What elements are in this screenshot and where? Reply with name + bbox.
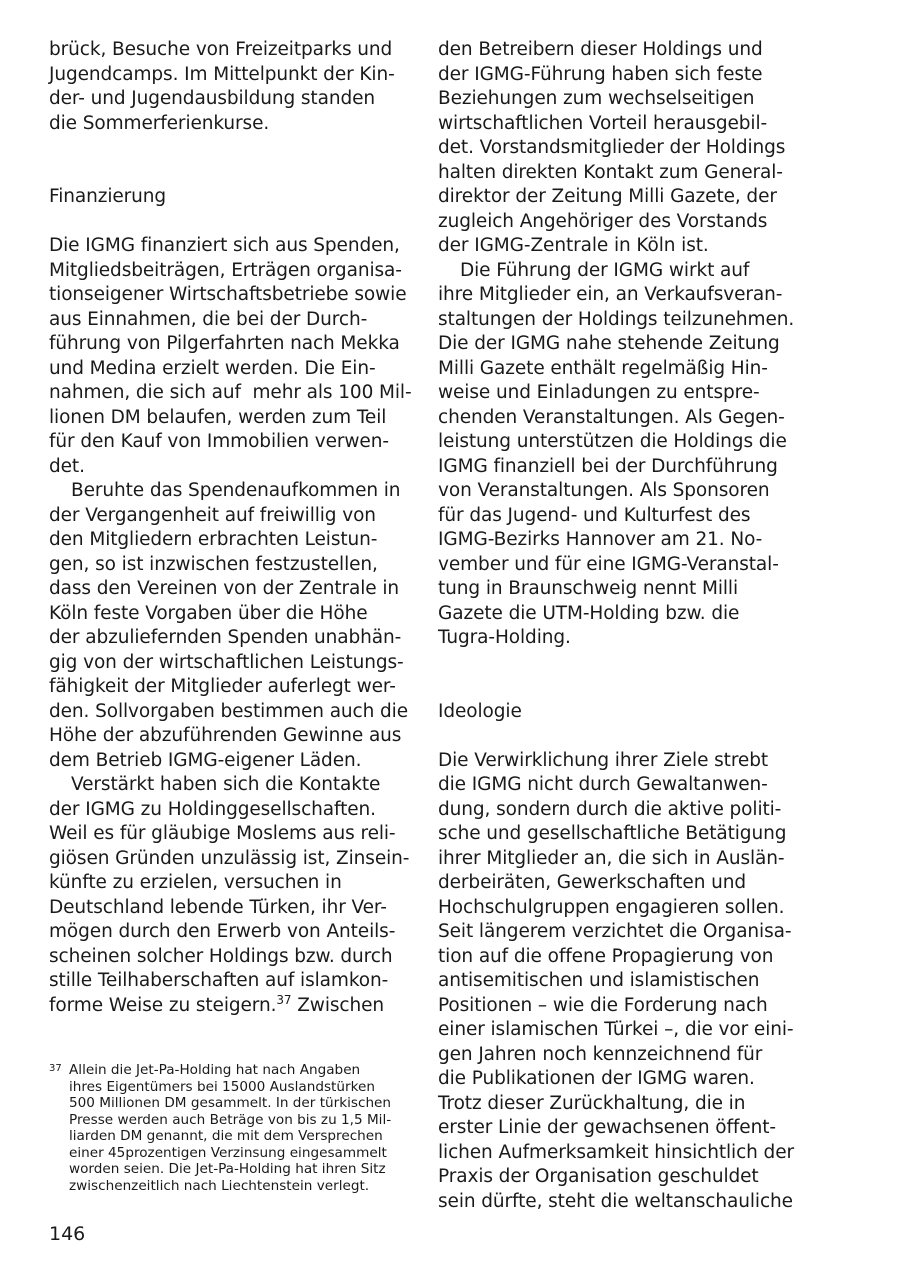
- text-line: dung, sondern durch die aktive politi-: [438, 798, 782, 820]
- spacer: [49, 161, 407, 186]
- spacer: [438, 651, 796, 676]
- paragraph: [438, 259, 796, 651]
- text-line: Die Führung der IGMG wirkt auf: [460, 259, 750, 281]
- footnote-line: zwischenzeitlich nach Liechtenstein verlegt.: [69, 1177, 370, 1194]
- text-line: stille Teilhaberschaften auf islamkon-: [49, 970, 389, 991]
- footnote-text: Allein die Jet-Pa-Holding hat nach Angaben: [69, 1062, 361, 1078]
- text-line: Beziehungen zum wechselseitigen: [438, 88, 755, 109]
- text-line: dem Betrieb IGMG-eigener Läden.: [49, 749, 362, 771]
- text-line: und Medina erzielt werden. Die Ein-: [49, 357, 376, 379]
- text-line: von Veranstaltungen. Als Sponsoren: [438, 480, 770, 501]
- footnote-line: liarden DM genannt, die mit dem Versprechen: [69, 1128, 383, 1144]
- paragraph: [49, 234, 412, 479]
- footnote-line: ihres Eigentümers bei 15000 Auslandstürken: [69, 1078, 375, 1095]
- text-line: antisemitischen und islamistischen: [438, 970, 760, 991]
- paragraph: [49, 479, 407, 773]
- text-line: den Mitgliedern erbrachten Leistun-: [49, 529, 378, 550]
- text-line: fähigkeit der Mitglieder auferlegt wer-: [49, 676, 396, 697]
- text-line: ihre Mitglieder ein, an Verkaufsveran-: [438, 284, 783, 305]
- footnote-number: 37: [49, 1063, 62, 1074]
- text-line: Verstärkt haben sich die Kontakte: [71, 774, 381, 795]
- text-line: gig von der wirtschaftlichen Leistungs-: [49, 651, 404, 673]
- text-line: für den Kauf von Immobilien verwen-: [49, 431, 389, 452]
- text-line: Positionen – wie die Forderung nach: [438, 994, 768, 1016]
- text-line: det.: [49, 455, 85, 477]
- text-line: derbeiräten, Gewerkschaften und: [438, 872, 747, 893]
- text-line: einer islamischen Türkei –, die vor eini-: [438, 1019, 794, 1040]
- text-line: lionen DM belaufen, werden zum Teil: [49, 406, 387, 428]
- text-line: Höhe der abzuführenden Gewinne aus: [49, 725, 402, 746]
- text-line: Jugendcamps. Im Mittelpunkt der Kin-: [49, 63, 395, 85]
- text-line-with-footnote-ref: [49, 994, 407, 1019]
- text-line: Tugra-Holding.: [438, 627, 571, 648]
- text-line: direktor der Zeitung Milli Gazete, der: [438, 186, 777, 207]
- text-line: leistung unterstützen die Holdings die: [438, 431, 787, 452]
- text-line: sche und gesellschaftliche Betätigung: [438, 823, 787, 844]
- text-line: nahmen, die sich auf mehr als 100 Mil-: [49, 382, 412, 403]
- text-line: halten direkten Kontakt zum General-: [438, 161, 783, 183]
- text-line: Beruhte das Spendenaufkommen in: [71, 480, 401, 501]
- text-line: gen, so ist inzwischen festzustellen,: [49, 553, 378, 575]
- text-line: Milli Gazete enthält regelmäßig Hin-: [438, 357, 768, 379]
- spacer: [438, 724, 796, 749]
- text-segment: forme Weise zu steigern.: [49, 994, 277, 1016]
- text-line: staltungen der Holdings teilzunehmen.: [438, 308, 795, 330]
- text-line: der Vergangenheit auf freiwillig von: [49, 504, 376, 526]
- text-line: wirtschaftlichen Vorteil herausgebil-: [438, 112, 768, 134]
- text-line: scheinen solcher Holdings bzw. durch: [49, 945, 393, 967]
- text-line: det. Vorstandsmitglieder der Holdings: [438, 137, 786, 158]
- text-line: Weil es für gläubige Moslems aus reli-: [49, 823, 396, 844]
- spacer: [49, 136, 407, 161]
- text-line: Die IGMG finanziert sich aus Spenden,: [49, 235, 400, 256]
- left-column: [49, 38, 412, 1018]
- text-line: den. Sollvorgaben bestimmen auch die: [49, 700, 409, 722]
- spacer: [49, 210, 407, 235]
- text-line: der IGMG-Zentrale in Köln ist.: [438, 235, 709, 256]
- paragraph: [49, 38, 407, 136]
- text-line: brück, Besuche von Freizeitparks und: [49, 39, 393, 60]
- text-line: Gazete die UTM-Holding bzw. die: [438, 602, 740, 624]
- text-line: mögen durch den Erwerb von Anteils-: [49, 921, 396, 942]
- text-line: Die der IGMG nahe stehende Zeitung: [438, 333, 780, 354]
- text-line: IGMG-Bezirks Hannover am 21. No-: [438, 529, 763, 550]
- text-line: Hochschulgruppen engagieren sollen.: [438, 896, 785, 918]
- footnote: [49, 1062, 409, 1194]
- text-line: erster Linie der gewachsenen öffent-: [438, 1117, 776, 1138]
- text-line: Seit längerem verzichtet die Organisa-: [438, 921, 792, 942]
- footnote-line: [49, 1062, 409, 1079]
- footnote-line: 500 Millionen DM gesammelt. In der türkischen: [69, 1095, 392, 1111]
- text-line: chenden Veranstaltungen. Als Gegen-: [438, 406, 785, 428]
- page-number: 146: [49, 1223, 86, 1245]
- footnote-reference[interactable]: 37: [276, 992, 292, 1007]
- text-line: tionseigener Wirtschaftsbetriebe sowie: [49, 284, 407, 305]
- paragraph: [438, 38, 796, 259]
- text-line: der IGMG-Führung haben sich feste: [438, 63, 763, 85]
- text-line: Praxis der Organisation geschuldet: [438, 1166, 759, 1187]
- paragraph: [438, 749, 796, 1215]
- text-line: Mitgliedsbeiträgen, Erträgen organisa-: [49, 259, 402, 281]
- footnote-line: einer 45prozentigen Verzinsung eingesammelt: [69, 1144, 387, 1161]
- text-line: IGMG finanziell bei der Durchführung: [438, 455, 778, 477]
- text-line: tung in Braunschweig nennt Milli: [438, 578, 738, 599]
- text-line: zugleich Angehöriger des Vorstands: [438, 210, 768, 232]
- text-line: Köln feste Vorgaben über die Höhe: [49, 602, 368, 624]
- footnote-line: worden seien. Die Jet-Pa-Holding hat ihren Sitz: [69, 1161, 386, 1177]
- text-line: für das Jugend- und Kulturfest des: [438, 504, 751, 526]
- text-segment: Zwischen: [291, 994, 385, 1016]
- text-line: den Betreibern dieser Holdings und: [438, 39, 763, 60]
- text-line: Trotz dieser Zurückhaltung, die in: [438, 1092, 746, 1114]
- text-line: vember und für eine IGMG-Veranstal-: [438, 553, 779, 575]
- text-line: führung von Pilgerfahrten nach Mekka: [49, 333, 400, 354]
- text-line: tion auf die offene Propagierung von: [438, 945, 774, 967]
- spacer: [438, 675, 796, 700]
- text-line: dass den Vereinen von der Zentrale in: [49, 578, 400, 599]
- text-line: lichen Aufmerksamkeit hinsichtlich der: [438, 1141, 794, 1163]
- text-line: ihrer Mitglieder an, die sich in Auslän-: [438, 847, 785, 869]
- section-heading-finanzierung: Finanzierung: [49, 186, 167, 207]
- text-line: Die Verwirklichung ihrer Ziele strebt: [438, 749, 768, 771]
- text-line: weise und Einladungen zu entspre-: [438, 382, 760, 403]
- section-heading-ideologie: Ideologie: [438, 700, 522, 722]
- text-line: gen Jahren noch kennzeichnend für: [438, 1043, 763, 1065]
- text-line: die Sommerferienkurse.: [49, 112, 270, 134]
- text-line: giösen Gründen unzulässig ist, Zinsein-: [49, 847, 410, 869]
- text-line: künfte zu erzielen, versuchen in: [49, 872, 342, 893]
- text-line: die IGMG nicht durch Gewaltanwen-: [438, 774, 768, 795]
- text-line: der- und Jugendausbildung standen: [49, 88, 375, 109]
- footnote-line: Presse werden auch Beträge von bis zu 1,5 Mil-: [69, 1111, 392, 1128]
- text-line: aus Einnahmen, die bei der Durch-: [49, 308, 368, 330]
- text-line: sein dürfte, steht die weltanschauliche: [438, 1190, 793, 1212]
- text-line: die Publikationen der IGMG waren.: [438, 1068, 755, 1089]
- text-line: der IGMG zu Holdinggesellschaften.: [49, 798, 376, 820]
- text-line: der abzuliefernden Spenden unabhän-: [49, 627, 402, 648]
- paragraph: [49, 773, 410, 1018]
- right-column: [438, 38, 796, 1214]
- text-line: Deutschland lebende Türken, ihr Ver-: [49, 896, 387, 918]
